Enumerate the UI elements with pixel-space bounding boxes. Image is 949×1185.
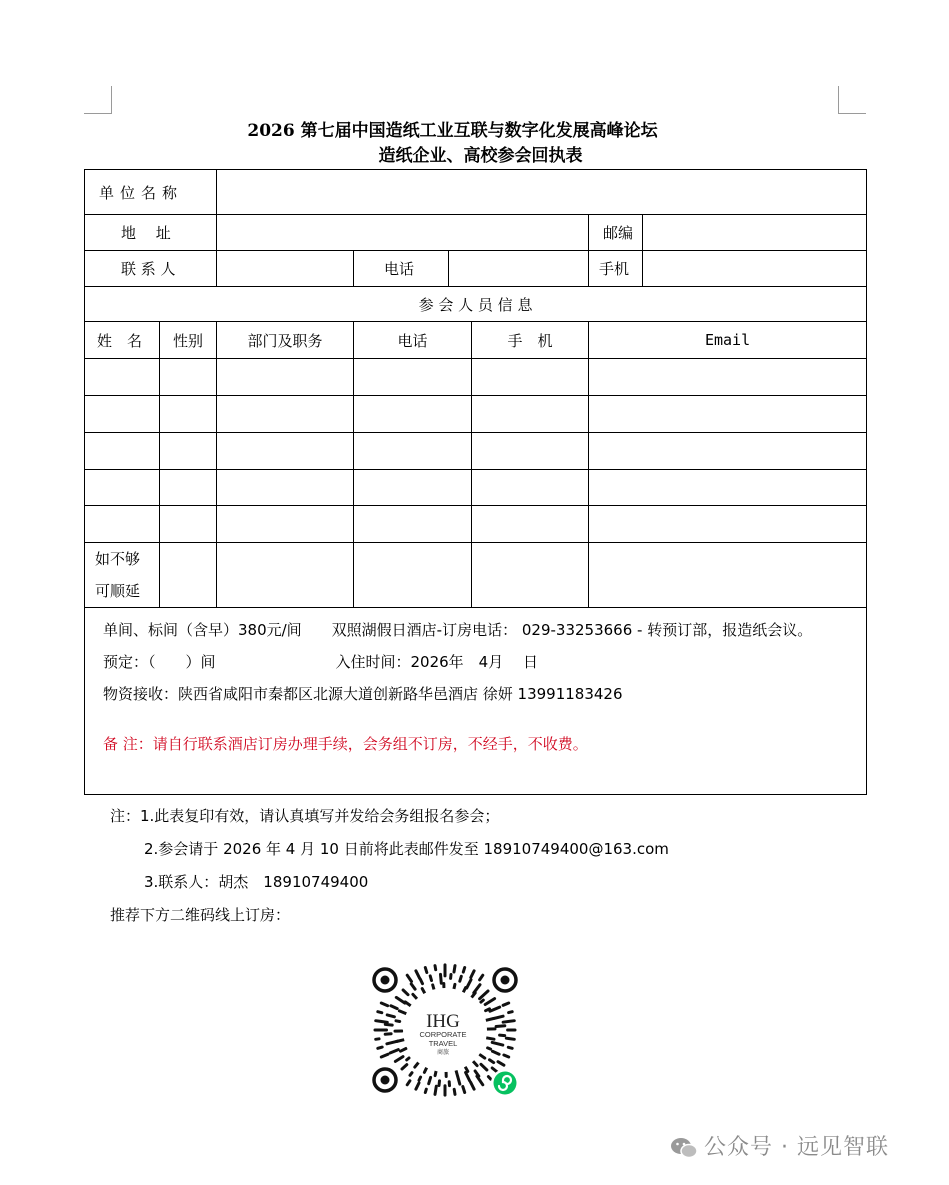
qr-code-stroke <box>477 1076 483 1085</box>
qr-code-stroke <box>430 976 431 981</box>
contact-field[interactable] <box>217 251 354 287</box>
attendee-department-cell[interactable] <box>217 396 354 433</box>
qr-code-stroke <box>429 1077 431 1083</box>
attendee-mobile-cell[interactable] <box>472 359 589 396</box>
attendee-department-cell[interactable] <box>217 470 354 506</box>
attendee-gender-cell[interactable] <box>160 433 217 470</box>
org-name-field[interactable] <box>217 170 867 215</box>
qr-code-stroke <box>407 1058 409 1060</box>
material-receiving-address: 物资接收：陕西省咸阳市秦都区北源大道创新路华邑酒店 徐妍 13991183426 <box>103 685 623 703</box>
qr-code-stroke <box>411 984 415 989</box>
attendee-department-cell[interactable] <box>217 506 354 543</box>
qr-code-stroke <box>463 968 464 973</box>
remark-text: 备 注：请自行联系酒店订房办理手续，会务组不订房，不经手，不收费。 <box>103 735 588 753</box>
col-header-department: 部门及职务 <box>217 322 354 359</box>
col-header-email: Email <box>589 322 867 359</box>
attendee-gender-cell[interactable] <box>160 506 217 543</box>
attendee-phone-cell[interactable] <box>354 359 472 396</box>
qr-code-stroke <box>486 1038 494 1039</box>
attendee-mobile-cell[interactable] <box>472 433 589 470</box>
col-header-name: 姓 名 <box>85 322 160 359</box>
booking-quantity-line: 预定：（ ）间 入住时间：2026年 4月 日 <box>103 653 538 671</box>
qr-code-stroke <box>378 1047 382 1048</box>
qr-code-stroke <box>481 1000 483 1002</box>
qr-code-stroke <box>390 1050 398 1053</box>
document-subtitle: 造纸企业、高校参会回执表 <box>378 146 583 166</box>
attendee-mobile-cell[interactable] <box>472 470 589 506</box>
qr-code-stroke <box>425 968 427 973</box>
qr-code-stroke <box>503 1021 514 1023</box>
qr-code-stroke <box>466 1067 468 1071</box>
qr-code-stroke <box>473 1061 477 1065</box>
qr-code-stroke <box>454 966 455 972</box>
page-corner-mark-right <box>838 86 866 114</box>
attendee-row <box>85 359 867 396</box>
note-3: 3.联系人：胡杰 18910749400 <box>144 873 369 891</box>
qr-code-stroke <box>391 1006 397 1009</box>
attendee-name-cell[interactable] <box>85 506 160 543</box>
qr-brand-line1: CORPORATE <box>419 1030 467 1039</box>
org-name-label: 单位名称 <box>85 170 217 215</box>
qr-code-stroke <box>471 1082 475 1089</box>
qr-code-stroke <box>486 1009 490 1011</box>
qr-code-stroke <box>490 1007 500 1011</box>
qr-code-stroke <box>376 1021 388 1023</box>
qr-code-stroke <box>387 1015 394 1017</box>
attendee-name-cell[interactable] <box>85 470 160 506</box>
qr-code-stroke <box>463 1087 465 1093</box>
postcode-field[interactable] <box>643 215 867 251</box>
qr-code-stroke <box>504 1055 509 1057</box>
attendee-gender-cell[interactable] <box>160 543 217 608</box>
qr-code-stroke <box>419 1077 421 1080</box>
attendee-phone-cell[interactable] <box>354 506 472 543</box>
mobile-label: 手机 <box>589 251 643 287</box>
qr-code-stroke <box>439 1081 440 1086</box>
qr-code-stroke <box>494 1016 503 1018</box>
qr-code-stroke <box>407 1081 410 1085</box>
qr-code-stroke <box>488 1077 490 1080</box>
qr-code-stroke <box>420 979 422 984</box>
qr-code-stroke <box>490 1060 494 1063</box>
qr-code-stroke <box>407 975 411 981</box>
qr-code-stroke <box>475 1071 479 1076</box>
qr-code-stroke <box>441 974 442 983</box>
registration-form-table <box>84 169 867 795</box>
hotel-info-cell <box>85 608 867 795</box>
qr-code-stroke <box>435 966 436 970</box>
attendee-gender-cell[interactable] <box>160 359 217 396</box>
address-label: 地 址 <box>85 215 217 251</box>
attendee-extra-row <box>85 543 867 608</box>
qr-code-stroke <box>385 1034 391 1035</box>
qr-code-stroke <box>496 1026 505 1027</box>
finder-pattern-top-right <box>494 969 516 991</box>
finder-pattern-bottom-left <box>374 1069 396 1091</box>
attendee-name-cell[interactable] <box>85 396 160 433</box>
address-field[interactable] <box>217 215 589 251</box>
phone-label: 电话 <box>354 251 449 287</box>
qr-code-stroke <box>485 999 494 1005</box>
qr-code-stroke <box>378 1012 382 1013</box>
qr-code-stroke <box>425 1089 426 1092</box>
contact-label: 联 系 人 <box>85 251 217 287</box>
qr-code-stroke <box>508 1047 512 1048</box>
qr-brand-line3: 商旅 <box>436 1049 450 1056</box>
qr-code-stroke <box>402 1065 407 1069</box>
attendee-row <box>85 470 867 506</box>
qr-code-stroke <box>509 1012 513 1013</box>
qr-code-stroke <box>397 1040 405 1042</box>
qr-code-stroke <box>480 1055 485 1058</box>
attendee-phone-cell[interactable] <box>354 470 472 506</box>
qr-code-stroke <box>498 1062 504 1066</box>
qr-code-stroke <box>481 1064 487 1070</box>
phone-field[interactable] <box>449 251 589 287</box>
wechat-watermark <box>670 1130 889 1161</box>
qr-code-stroke <box>480 991 488 999</box>
qr-code-stroke <box>396 1021 400 1022</box>
qr-code-stroke <box>500 1035 505 1036</box>
qr-code-stroke <box>395 1057 403 1062</box>
qr-code-stroke <box>376 1039 379 1040</box>
qr-code-stroke <box>503 1003 509 1005</box>
qr-brand-line2: TRAVEL <box>428 1039 458 1048</box>
attendee-row <box>85 433 867 470</box>
mini-program-qr-code[interactable] <box>347 948 543 1100</box>
qr-code-stroke <box>467 980 471 988</box>
attendee-phone-cell[interactable] <box>354 396 472 433</box>
qr-code-stroke <box>480 975 483 980</box>
mobile-field[interactable] <box>643 251 867 287</box>
page-corner-mark-left <box>84 86 112 114</box>
attendee-row <box>85 396 867 433</box>
qr-code-stroke <box>410 1073 412 1076</box>
attendee-email-cell[interactable] <box>589 506 867 543</box>
hotel-booking-info: 单间、标间（含早）380元/间 双照湖假日酒店-订房电话： 029-33253666 - 转预订部，报造纸会议。 <box>103 621 813 639</box>
qr-code-stroke <box>385 1024 392 1025</box>
note-4: 推荐下方二维码线上订房： <box>110 906 291 924</box>
qr-code-stroke <box>381 1054 388 1057</box>
postcode-label: 邮编 <box>589 215 643 251</box>
col-header-gender: 性别 <box>160 322 217 359</box>
wechat-icon <box>670 1136 698 1160</box>
document-title: 2026 第七届中国造纸工业互联与数字化发展高峰论坛 <box>247 121 658 141</box>
attendee-email-cell[interactable] <box>589 543 867 608</box>
attendee-email-cell[interactable] <box>589 359 867 396</box>
qr-code-stroke <box>416 971 420 979</box>
mini-program-icon <box>491 1069 519 1097</box>
qr-code-stroke <box>435 1086 436 1094</box>
attendee-email-cell[interactable] <box>589 470 867 506</box>
attendee-department-cell[interactable] <box>217 543 354 608</box>
qr-code-stroke <box>454 1089 455 1094</box>
qr-code-stroke <box>488 1048 491 1049</box>
qr-code-stroke <box>506 1038 514 1039</box>
attendee-phone-cell[interactable] <box>354 433 472 470</box>
qr-code-stroke <box>396 997 405 1003</box>
attendee-info-header: 参 会 人 员 信 息 <box>85 287 867 322</box>
attendee-department-cell[interactable] <box>217 433 354 470</box>
extra-row-label: 如不够可顺延 <box>85 543 160 608</box>
col-header-mobile: 手 机 <box>472 322 589 359</box>
note-1: 注：1.此表复印有效，请认真填写并发给会务组报名参会； <box>110 807 500 825</box>
watermark-text: 公众号 · 远见智联 <box>704 1135 889 1160</box>
qr-code-stroke <box>471 971 474 978</box>
qr-code-stroke <box>492 1042 503 1045</box>
attendee-row <box>85 506 867 543</box>
qr-code-stroke <box>381 1003 387 1006</box>
qr-brand-logo: IHG <box>426 1011 460 1032</box>
qr-code-stroke <box>405 1002 411 1006</box>
attendee-name-cell[interactable] <box>85 359 160 396</box>
attendee-email-cell[interactable] <box>589 396 867 433</box>
attendee-mobile-cell[interactable] <box>472 543 589 608</box>
qr-code-stroke <box>424 1068 426 1073</box>
attendee-phone-cell[interactable] <box>354 543 472 608</box>
qr-code-stroke <box>460 976 462 981</box>
attendee-department-cell[interactable] <box>217 359 354 396</box>
note-2: 2.参会请于 2026 年 4 月 10 日前将此表邮件发至 18910749400@163.com <box>144 840 669 858</box>
attendee-gender-cell[interactable] <box>160 396 217 433</box>
finder-pattern-top-left <box>374 969 396 991</box>
attendee-mobile-cell[interactable] <box>472 506 589 543</box>
qr-code-stroke <box>493 1051 500 1054</box>
attendee-name-cell[interactable] <box>85 433 160 470</box>
col-header-phone: 电话 <box>354 322 472 359</box>
attendee-gender-cell[interactable] <box>160 470 217 506</box>
footnotes <box>110 800 669 932</box>
qr-code-stroke <box>466 1073 470 1081</box>
qr-code-stroke <box>401 1049 407 1052</box>
attendee-email-cell[interactable] <box>589 433 867 470</box>
qr-code-stroke <box>458 1076 460 1084</box>
qr-code-stroke <box>403 990 408 995</box>
attendee-mobile-cell[interactable] <box>472 396 589 433</box>
qr-code-stroke <box>416 1083 419 1089</box>
